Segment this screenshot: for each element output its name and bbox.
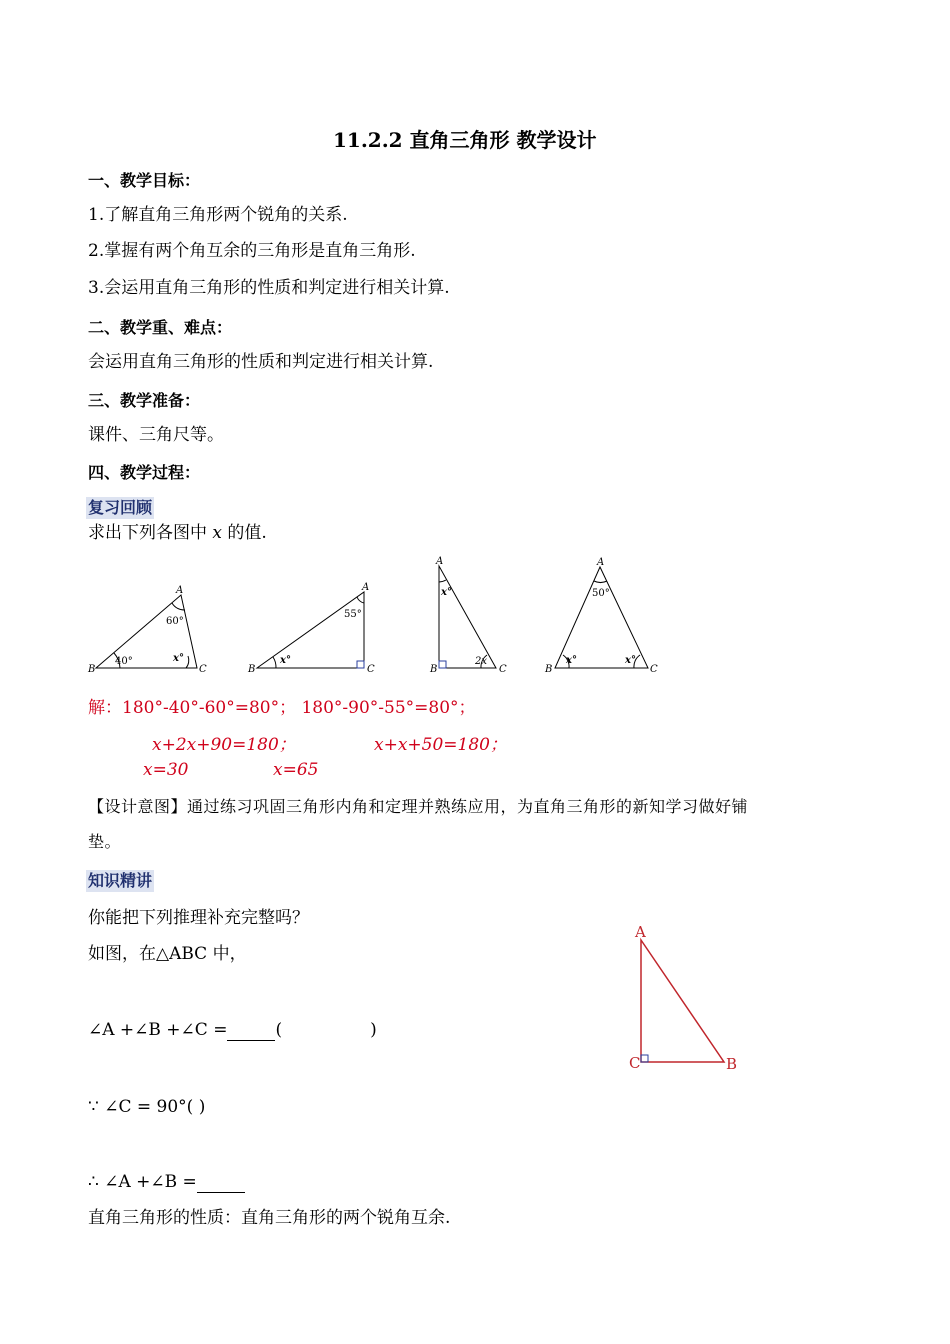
key-points-text: 会运用直角三角形的性质和判定进行相关计算. bbox=[88, 352, 434, 372]
fig4-label-b: B bbox=[545, 664, 553, 675]
goal-item-1: 1.了解直角三角形两个锐角的关系. bbox=[88, 205, 348, 225]
step-3-blank bbox=[197, 1176, 245, 1193]
triangle-figure-3 bbox=[439, 566, 496, 668]
page-title: 11.2.2 直角三角形 教学设计 bbox=[333, 128, 597, 152]
right-triangle-abc-figure bbox=[625, 922, 765, 1082]
triangle-abc-label-c: C bbox=[629, 1054, 641, 1072]
triangle-abc-label-b: B bbox=[726, 1055, 738, 1073]
solution-res-3: x=30 bbox=[143, 760, 189, 780]
fig4-angle-a: 50° bbox=[592, 588, 610, 599]
triangle-2-right-angle bbox=[357, 661, 364, 668]
fig4-angle-b: x° bbox=[566, 655, 577, 666]
triangle-3-shape bbox=[439, 566, 496, 668]
knowledge-tag: 知识精讲 bbox=[88, 871, 153, 890]
triangle-figure-4 bbox=[555, 567, 648, 668]
triangle-2-arc-a bbox=[357, 597, 364, 603]
triangle-3-arc-a bbox=[439, 580, 446, 582]
fig1-label-b: B bbox=[88, 664, 96, 675]
triangle-abc-right-angle bbox=[641, 1055, 648, 1062]
triangle-abc-label-a: A bbox=[635, 923, 646, 941]
prep-text: 课件、三角尺等。 bbox=[88, 425, 224, 445]
step-1-paren-close: ) bbox=[370, 1020, 377, 1040]
solution-line-1: 解：180°-40°-60°=80°； 180°-90°-55°=80°； bbox=[88, 698, 476, 718]
fig1-angle-b: 40° bbox=[115, 656, 133, 667]
prep-heading: 三、教学准备： bbox=[88, 391, 201, 410]
design-intent-line-2: 垫。 bbox=[88, 832, 122, 851]
step-1-expression: ∠A +∠B +∠C = bbox=[88, 1020, 228, 1040]
fig2-angle-a: 55° bbox=[344, 609, 362, 620]
fig1-label-c: C bbox=[199, 664, 207, 675]
triangle-figure-2 bbox=[257, 592, 364, 668]
triangle-4-arc-a bbox=[594, 581, 607, 582]
reasoning-step-3 bbox=[88, 1171, 245, 1193]
goal-item-2: 2.掌握有两个角互余的三角形是直角三角形. bbox=[88, 241, 416, 261]
triangle-abc-shape bbox=[641, 940, 724, 1062]
solution-eq-4: x+x+50=180； bbox=[374, 735, 507, 755]
right-triangle-property: 直角三角形的性质：直角三角形的两个锐角互余. bbox=[88, 1208, 451, 1228]
goals-heading: 一、教学目标： bbox=[88, 171, 201, 190]
process-heading: 四、教学过程： bbox=[88, 463, 201, 482]
review-tag: 复习回顾 bbox=[88, 498, 153, 517]
fig3-angle-c: 2x bbox=[475, 656, 488, 667]
design-intent-line-1: 【设计意图】通过练习巩固三角形内角和定理并熟练应用，为直角三角形的新知学习做好铺 bbox=[88, 797, 749, 816]
step-1-blank bbox=[227, 1024, 275, 1041]
triangle-2-shape bbox=[257, 592, 364, 668]
fig2-label-b: B bbox=[248, 664, 256, 675]
triangle-1-arc-c bbox=[186, 656, 189, 668]
fig4-angle-c: x° bbox=[625, 655, 636, 666]
fig3-angle-a: x° bbox=[441, 587, 452, 598]
goal-item-3: 3.会运用直角三角形的性质和判定进行相关计算. bbox=[88, 278, 450, 298]
triangle-3-right-angle bbox=[439, 661, 446, 668]
step-3-expression: ∴ ∠A +∠B = bbox=[88, 1172, 197, 1192]
review-prompt bbox=[88, 522, 267, 544]
review-prompt-var: x bbox=[212, 523, 222, 543]
fig2-label-c: C bbox=[367, 664, 375, 675]
review-prompt-post: 的值. bbox=[222, 523, 267, 543]
fig3-label-b: B bbox=[430, 664, 438, 675]
fig4-label-c: C bbox=[650, 664, 658, 675]
reasoning-step-1 bbox=[88, 1019, 377, 1041]
reasoning-step-2: ∵ ∠C = 90°( ) bbox=[88, 1097, 206, 1117]
fig2-label-a: A bbox=[362, 582, 370, 593]
review-prompt-pre: 求出下列各图中 bbox=[88, 523, 213, 543]
fig1-angle-a: 60° bbox=[166, 616, 184, 627]
step-1-paren-open: ( bbox=[275, 1020, 283, 1040]
fig1-angle-c: x° bbox=[173, 653, 184, 664]
fig3-label-c: C bbox=[499, 664, 507, 675]
fig1-label-a: A bbox=[176, 585, 184, 596]
knowledge-question-2: 如图，在△ABC 中， bbox=[88, 944, 247, 964]
solution-res-4: x=65 bbox=[273, 760, 319, 780]
triangle-2-arc-b bbox=[273, 657, 276, 668]
key-points-heading: 二、教学重、难点： bbox=[88, 318, 233, 337]
fig4-label-a: A bbox=[597, 557, 605, 568]
fig3-label-a: A bbox=[436, 556, 444, 567]
solution-eq-3: x+2x+90=180； bbox=[152, 735, 296, 755]
fig2-angle-b: x° bbox=[280, 655, 291, 666]
review-figures bbox=[0, 555, 950, 675]
knowledge-question-1: 你能把下列推理补充完整吗？ bbox=[88, 908, 309, 928]
